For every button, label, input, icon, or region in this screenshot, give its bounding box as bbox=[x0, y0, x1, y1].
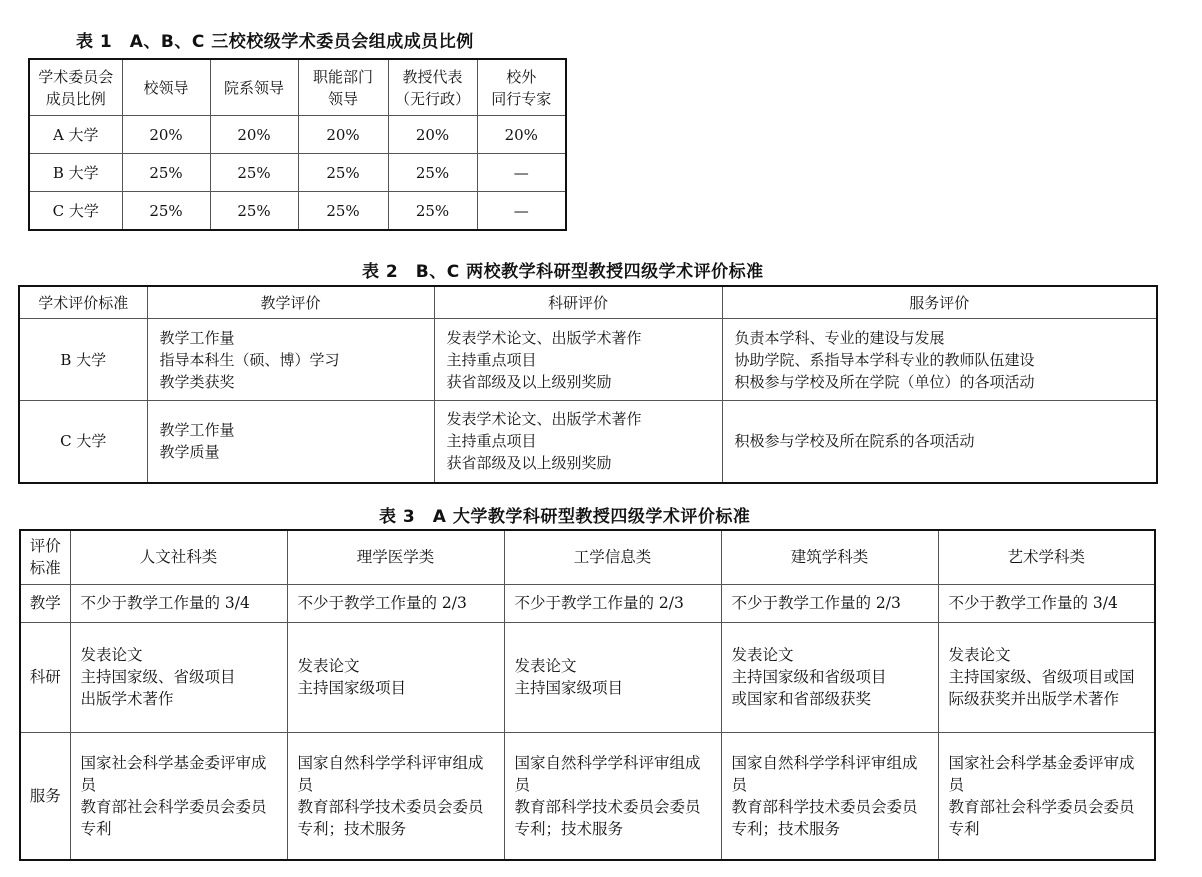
table1-cell: 25% bbox=[388, 192, 477, 231]
table3-header-standard: 评价 标准 bbox=[20, 530, 70, 584]
table3-cell: 发表论文 主持国家级和省级项目 或国家和省部级获奖 bbox=[721, 622, 938, 732]
table3-cell: 发表论文 主持国家级、省级项目 出版学术著作 bbox=[70, 622, 287, 732]
table2 bbox=[18, 285, 1158, 484]
table1-caption: 表 1 A、B、C 三校校级学术委员会组成成员比例 bbox=[76, 32, 474, 52]
table2-header-standard: 学术评价标准 bbox=[19, 286, 147, 319]
table2-header-row bbox=[19, 286, 1157, 319]
table-row bbox=[19, 401, 1157, 483]
table1 bbox=[28, 58, 567, 231]
table1-cell: 25% bbox=[298, 154, 388, 192]
table-row bbox=[29, 192, 566, 231]
table3-header-architecture: 建筑学科类 bbox=[721, 530, 938, 584]
table2-header-research: 科研评价 bbox=[434, 286, 722, 319]
table1-cell: 25% bbox=[298, 192, 388, 231]
table3-cell: 国家自然科学学科评审组成员 教育部科学技术委员会委员 专利；技术服务 bbox=[504, 732, 721, 860]
table2-school-label: B 大学 bbox=[19, 319, 147, 401]
table1-cell: 25% bbox=[122, 154, 210, 192]
table3-row-label: 服务 bbox=[20, 732, 70, 860]
table3-caption: 表 3 A 大学教学科研型教授四级学术评价标准 bbox=[379, 507, 751, 527]
table3-row-label: 科研 bbox=[20, 622, 70, 732]
table1-school-label: A 大学 bbox=[29, 116, 122, 154]
table2-header-service: 服务评价 bbox=[722, 286, 1157, 319]
table3 bbox=[19, 529, 1156, 861]
table1-cell: — bbox=[477, 192, 566, 231]
table3-cell: 不少于教学工作量的 2/3 bbox=[721, 584, 938, 622]
table3-cell: 国家自然科学学科评审组成员 教育部科学技术委员会委员 专利；技术服务 bbox=[287, 732, 504, 860]
table1-cell: 25% bbox=[122, 192, 210, 231]
table1-header-professor-reps: 教授代表 （无行政） bbox=[388, 59, 477, 116]
table2-caption: 表 2 B、C 两校教学科研型教授四级学术评价标准 bbox=[362, 262, 764, 282]
table1-cell: 20% bbox=[388, 116, 477, 154]
table1-header-external-experts: 校外 同行专家 bbox=[477, 59, 566, 116]
table2-research-cell: 发表学术论文、出版学术著作 主持重点项目 获省部级及以上级别奖励 bbox=[434, 401, 722, 483]
table1-school-label: B 大学 bbox=[29, 154, 122, 192]
table1-cell: 20% bbox=[210, 116, 298, 154]
table-row bbox=[29, 154, 566, 192]
table3-cell: 国家社会科学基金委评审成员 教育部社会科学委员会委员 专利 bbox=[70, 732, 287, 860]
table3-cell: 不少于教学工作量的 3/4 bbox=[938, 584, 1155, 622]
table1-cell: 25% bbox=[388, 154, 477, 192]
table3-cell: 发表论文 主持国家级、省级项目或国际级获奖并出版学术著作 bbox=[938, 622, 1155, 732]
table2-service-cell: 积极参与学校及所在院系的各项活动 bbox=[722, 401, 1157, 483]
table3-header-arts: 艺术学科类 bbox=[938, 530, 1155, 584]
table3-cell: 发表论文 主持国家级项目 bbox=[504, 622, 721, 732]
table1-header-row bbox=[29, 59, 566, 116]
table1-header-school-leaders: 校领导 bbox=[122, 59, 210, 116]
table1-cell: 25% bbox=[210, 154, 298, 192]
table3-cell: 国家自然科学学科评审组成员 教育部科学技术委员会委员 专利；技术服务 bbox=[721, 732, 938, 860]
table-row bbox=[20, 622, 1155, 732]
table1-header-dept-leaders: 院系领导 bbox=[210, 59, 298, 116]
table2-research-cell: 发表学术论文、出版学术著作 主持重点项目 获省部级及以上级别奖励 bbox=[434, 319, 722, 401]
table3-cell: 不少于教学工作量的 2/3 bbox=[287, 584, 504, 622]
table2-service-cell: 负责本学科、专业的建设与发展 协助学院、系指导本学科专业的教师队伍建设 积极参与学校及所在学院（单位）的各项活动 bbox=[722, 319, 1157, 401]
table1-cell: 20% bbox=[122, 116, 210, 154]
table-row bbox=[20, 732, 1155, 860]
table1-cell: — bbox=[477, 154, 566, 192]
table3-cell: 国家社会科学基金委评审成员 教育部社会科学委员会委员 专利 bbox=[938, 732, 1155, 860]
table2-teaching-cell: 教学工作量 教学质量 bbox=[147, 401, 434, 483]
table1-cell: 25% bbox=[210, 192, 298, 231]
table-row bbox=[19, 319, 1157, 401]
table3-cell: 发表论文 主持国家级项目 bbox=[287, 622, 504, 732]
table3-header-science-medicine: 理学医学类 bbox=[287, 530, 504, 584]
table2-header-teaching: 教学评价 bbox=[147, 286, 434, 319]
table3-header-humanities: 人文社科类 bbox=[70, 530, 287, 584]
table2-teaching-cell: 教学工作量 指导本科生（硕、博）学习 教学类获奖 bbox=[147, 319, 434, 401]
table-row bbox=[20, 584, 1155, 622]
table1-cell: 20% bbox=[298, 116, 388, 154]
table3-cell: 不少于教学工作量的 3/4 bbox=[70, 584, 287, 622]
table3-header-engineering: 工学信息类 bbox=[504, 530, 721, 584]
table1-cell: 20% bbox=[477, 116, 566, 154]
table1-header-ratio: 学术委员会 成员比例 bbox=[29, 59, 122, 116]
table3-cell: 不少于教学工作量的 2/3 bbox=[504, 584, 721, 622]
table3-row-label: 教学 bbox=[20, 584, 70, 622]
table3-header-row bbox=[20, 530, 1155, 584]
table-row bbox=[29, 116, 566, 154]
table1-school-label: C 大学 bbox=[29, 192, 122, 231]
table1-header-functional-leaders: 职能部门 领导 bbox=[298, 59, 388, 116]
table2-school-label: C 大学 bbox=[19, 401, 147, 483]
